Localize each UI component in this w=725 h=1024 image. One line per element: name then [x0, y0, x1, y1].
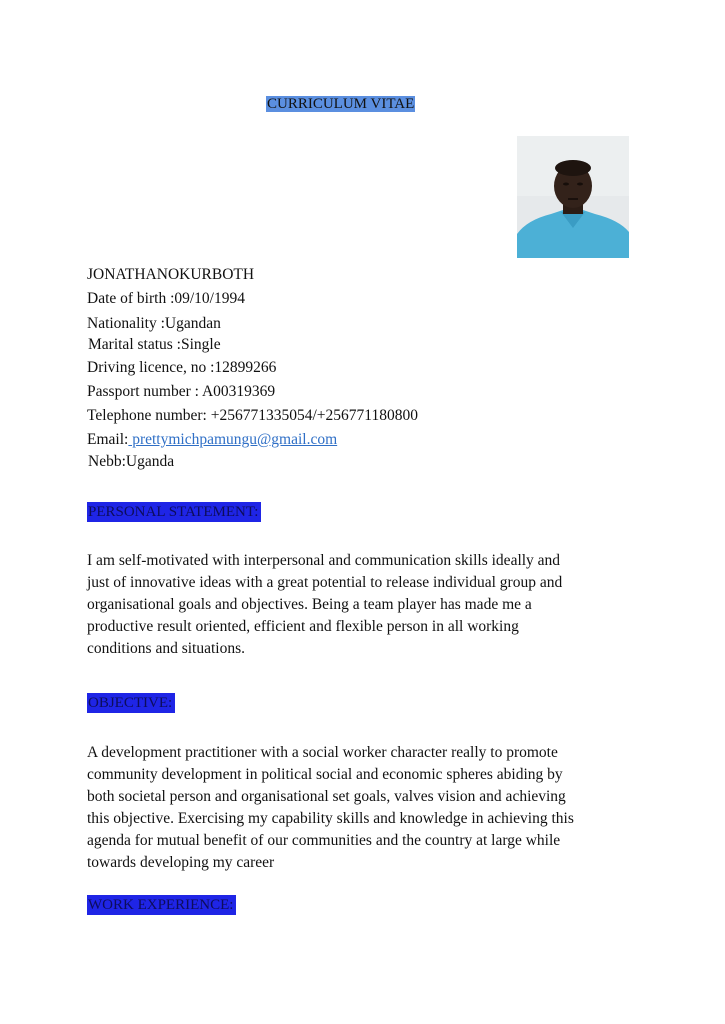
email-label: Email: [87, 431, 129, 448]
person-photo-icon [517, 136, 629, 258]
objective-heading: OBJECTIVE: [87, 693, 175, 713]
text-line: A development practitioner with a social worker character really to promote [87, 744, 558, 761]
text-line: productive result oriented, efficient and flexible person in all working [87, 618, 519, 635]
text-line: both societal person and organisational set goals, valves vision and achieving [87, 788, 566, 805]
text-line: towards developing my career [87, 854, 275, 871]
page-title: CURRICULUM VITAE [267, 96, 415, 112]
marital-status: Marital status :Single [88, 336, 221, 353]
passport-number: Passport number : A00319369 [87, 383, 276, 400]
text-line: I am self-motivated with interpersonal and communication skills ideally and [87, 552, 561, 569]
work-experience-heading: WORK EXPERIENCE: [87, 895, 236, 915]
text-line: agenda for mutual benefit of our communities and the country at large while [87, 832, 561, 849]
full-name: JONATHANOKURBOTH [87, 266, 255, 283]
profile-photo [517, 136, 629, 258]
personal-statement-heading: PERSONAL STATEMENT: [87, 502, 261, 522]
title-block [266, 94, 415, 114]
text-line: organisational goals and objectives. Being a team player has made me a [87, 596, 532, 613]
nationality: Nationality :Ugandan [87, 315, 221, 332]
text-line: this objective. Exercising my capability skills and knowledge in achieving this [87, 810, 574, 827]
objective-text [87, 742, 647, 874]
driving-licence: Driving licence, no :12899266 [87, 359, 277, 376]
nebb: Nebb:Uganda [88, 453, 175, 470]
text-line: conditions and situations. [87, 640, 246, 657]
personal-statement-text [87, 550, 647, 660]
text-line: just of innovative ideas with a great potential to release individual group and [87, 574, 563, 591]
email-link[interactable]: prettymichpamungu@gmail.com [128, 431, 338, 448]
telephone-number: Telephone number: +256771335054/+256771180800 [87, 407, 418, 424]
date-of-birth: Date of birth :09/10/1994 [87, 290, 245, 307]
text-line: community development in political social and economic spheres abiding by [87, 766, 563, 783]
email-row [87, 431, 337, 449]
